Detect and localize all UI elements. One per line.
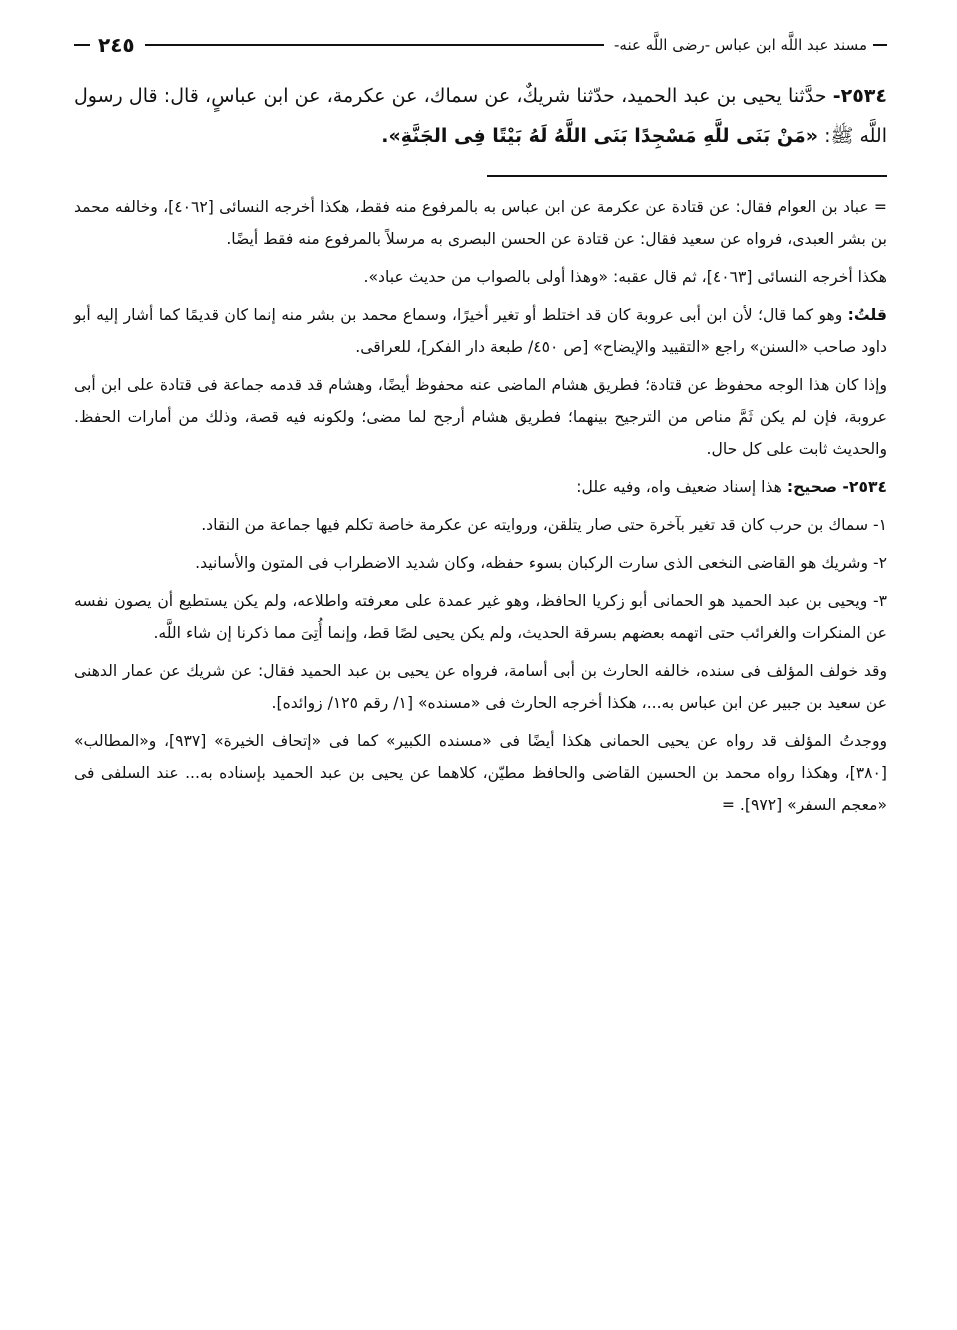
note-text: وهو كما قال؛ لأن ابن أبى عروبة كان قد اختلط أو تغير أخيرًا، وسماع محمد بن بشر منه إنما كان قديمًا كما أشار إليه أبو داود صاحب «السنن» راجع «التقييد والإيضاح» [ص ٤٥٠/ طبعة دار الفكر]، للعراقى. bbox=[74, 306, 887, 356]
note-paragraph: ١- سماك بن حرب كان قد تغير بآخرة حتى صار يتلقن، وروايته عن عكرمة خاصة تكلم فيها جماعة من النقاد. bbox=[201, 516, 887, 534]
note-paragraph bbox=[74, 299, 887, 363]
running-header bbox=[74, 24, 887, 66]
hadith-chain: حدَّثنا يحيى بن عبد الحميد، حدّثنا شريكٌ، عن سماك، عن عكرمة، عن ابن عباسٍ، قال: قال رسول اللَّه ﷺ: bbox=[74, 85, 887, 147]
grading-label: ٢٥٣٤- صحيح: bbox=[786, 478, 887, 496]
header-dash bbox=[873, 44, 887, 46]
note-text: هذا إسناد ضعيف واه، وفيه علل: bbox=[576, 478, 782, 496]
header-dash bbox=[74, 44, 90, 46]
qultu-label: قلتُ: bbox=[847, 306, 887, 324]
note-paragraph: ٣- ويحيى بن عبد الحميد هو الحمانى أبو زكريا الحافظ، وهو غير عمدة على معرفته واطلاعه، ولم يكن يستطيع أن يصون نفسه عن المنكرات والغرائب حتى اتهمه بعضهم بسرقة الحديث، ولم يكن يحيى لصًا قط، وإنما أُتِىَ مما ذكرنا إن شاء اللَّه. bbox=[74, 592, 887, 642]
page bbox=[74, 24, 887, 821]
hadith-text bbox=[74, 76, 887, 156]
hadith-number: ٢٥٣٤- bbox=[832, 85, 887, 107]
header-rule bbox=[145, 44, 604, 46]
hadith-matn: «مَنْ بَنَى للَّهِ مَسْجِدًا بَنَى اللَّهُ لَهُ بَيْتًا فِى الجَنَّةِ». bbox=[381, 125, 819, 147]
note-paragraph bbox=[74, 471, 887, 503]
note-paragraph: وإذا كان هذا الوجه محفوظ عن قتادة؛ فطريق هشام الماضى عنه محفوظ أيضًا، وهشام قد قدمه جماعة فى قتادة على ابن أبى عروبة، فإن لم يكن ثَمَّ مناص من الترجيح بينهما؛ فطريق هشام أرجح لما مضى؛ ولكونه فيه قصة، وذلك من أمارات الحفظ. والحديث ثابت على كل حال. bbox=[74, 376, 887, 458]
page-number: ٢٤٥ bbox=[98, 33, 135, 57]
note-paragraph: ووجدتُ المؤلف قد رواه عن يحيى الحمانى هكذا أيضًا فى «مسنده الكبير» كما فى «إتحاف الخيرة» [٩٣٧]، و«المطالب» [٣٨٠]، وهكذا رواه محمد بن الحسين القاضى والحافظ مطيّن، كلاهما عن يحيى بن عبد الحميد بإسناده به... عند السلفى فى «معجم السفر» [٩٧٢]. = bbox=[74, 732, 888, 814]
footnotes bbox=[74, 191, 887, 821]
note-paragraph: ٢- وشريك هو القاضى النخعى الذى سارت الركبان بسوء حفظه، وكان شديد الاضطراب فى المتون والأسانيد. bbox=[195, 554, 887, 572]
note-paragraph: وقد خولف المؤلف فى سنده، خالفه الحارث بن أبى أسامة، فرواه عن يحيى بن عبد الحميد فقال: عن شريك عن عمار الدهنى عن سعيد بن جبير عن ابن عباس به...، هكذا أخرجه الحارث فى «مسنده» [١/ رقم ١٢٥/ زوائده]. bbox=[74, 662, 887, 712]
note-paragraph: = عباد بن العوام فقال: عن قتادة عن عكرمة عن ابن عباس به بالمرفوع منه فقط، هكذا أخرجه النسائى [٤٠٦٢]، وخالفه محمد بن بشر العبدى، فرواه عن سعيد فقال: عن قتادة عن الحسن البصرى به مرسلاً بالمرفوع منه فقط أيضًا. bbox=[74, 198, 887, 248]
note-paragraph: هكذا أخرجه النسائى [٤٠٦٣]، ثم قال عقبه: «وهذا أولى بالصواب من حديث عباد». bbox=[363, 268, 887, 286]
footnote-separator bbox=[487, 175, 887, 177]
header-title: مسند عبد اللَّه ابن عباس -رضى اللَّه عنه- bbox=[614, 36, 867, 54]
